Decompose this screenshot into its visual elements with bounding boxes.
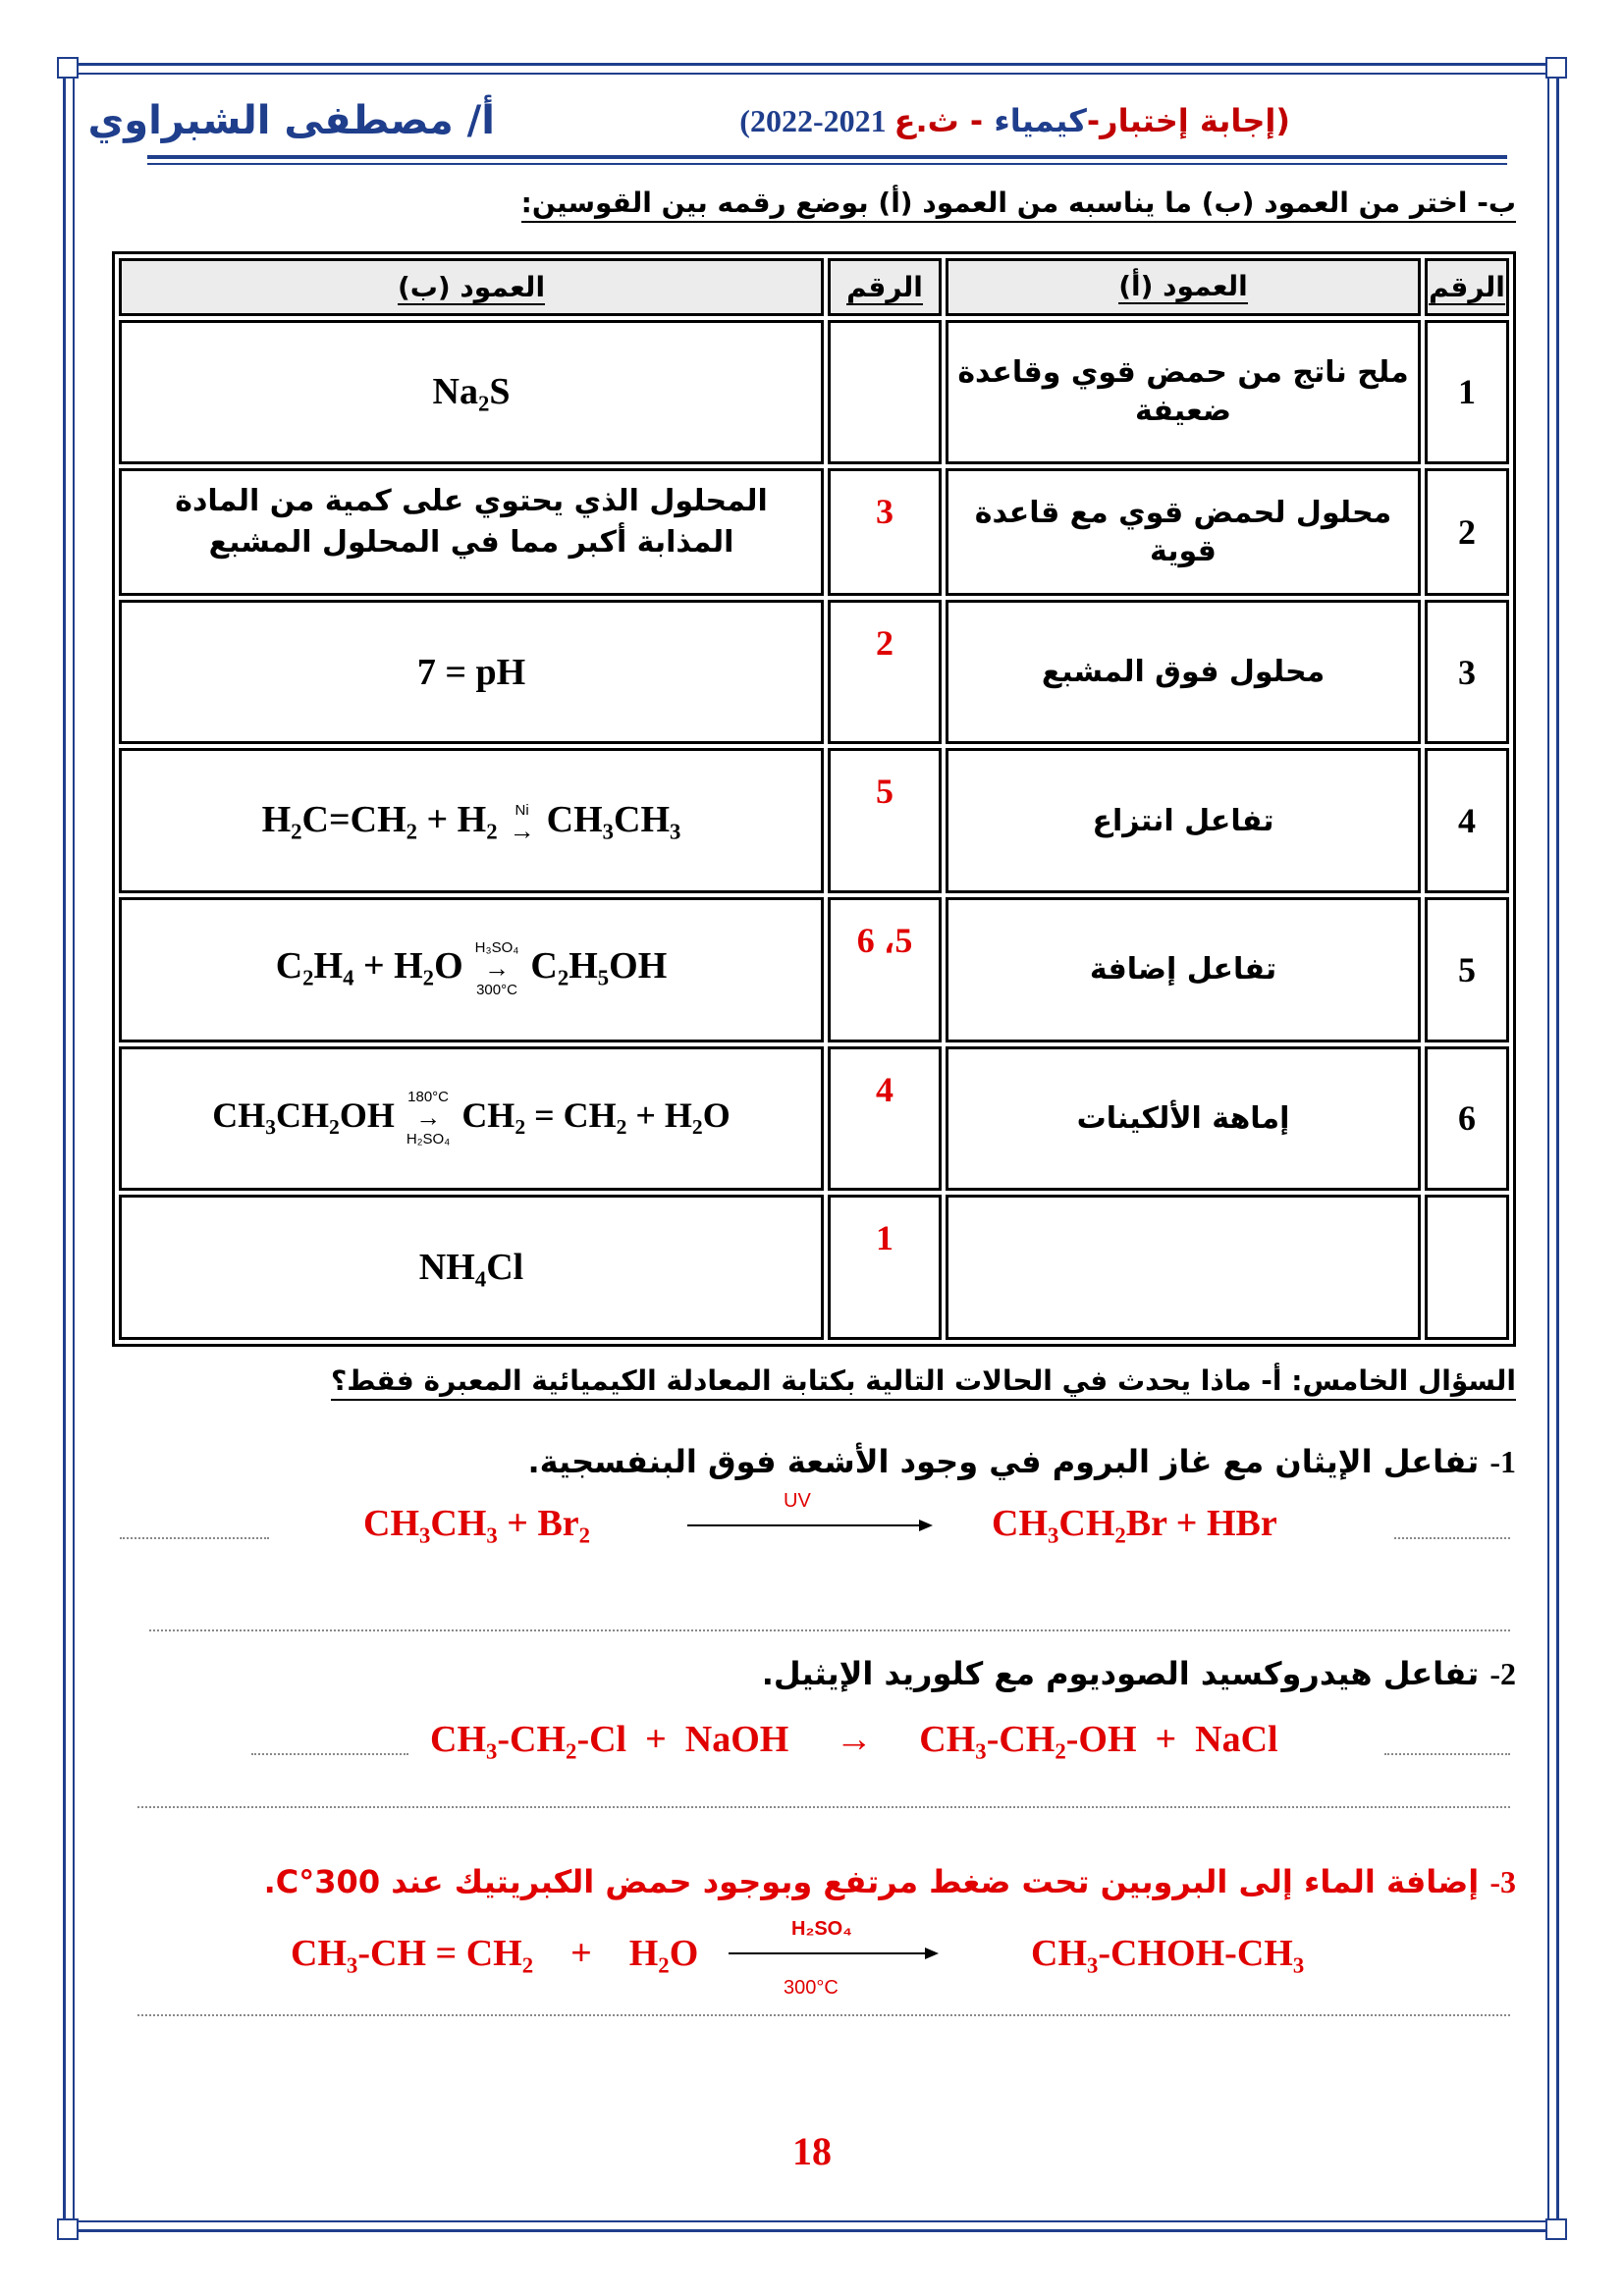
products: C₂H₅OH	[530, 945, 668, 988]
col-a-cell: تفاعل انتزاع	[946, 748, 1421, 893]
arrow-head	[919, 1520, 933, 1531]
col-a-cell: محلول لحمض قوي مع قاعدة قوية	[946, 468, 1421, 595]
temperature-label: 300°C	[476, 982, 517, 999]
question-item-3: 3- إضافة الماء إلى البروبين تحت ضغط مرتفع وبوجود حمض الكبريتيك عند 300°C.	[263, 1863, 1516, 1900]
header-num: الرقم	[1425, 258, 1509, 316]
col-b-cell: NH₄Cl	[119, 1195, 824, 1340]
answer-dots	[1394, 1537, 1510, 1539]
col-b-cell	[119, 897, 824, 1042]
corner-ornament	[57, 57, 79, 79]
arrow-icon: →	[415, 1101, 442, 1132]
header-rule	[147, 155, 1507, 159]
reaction-arrow	[406, 1089, 450, 1148]
catalyst-label: H₂SO₄	[791, 1918, 852, 1940]
page-number: 18	[792, 2129, 832, 2173]
corner-ornament	[1545, 57, 1567, 79]
header-answer: الرقم	[828, 258, 942, 316]
answer-cell: 4	[828, 1046, 942, 1192]
col-a-cell	[946, 1195, 1421, 1340]
arrow-icon: →	[484, 953, 511, 984]
reactants: C₂H₄ + H₂O	[275, 945, 463, 988]
answer-cell	[828, 320, 942, 465]
row-number	[1425, 1195, 1509, 1340]
answer-cell: 3	[828, 468, 942, 595]
catalyst-label: Ni	[514, 801, 529, 819]
equation-1-products: CH₃CH₂Br + HBr	[992, 1503, 1277, 1544]
row-number: 2	[1425, 468, 1509, 595]
answer-dots	[137, 2014, 1510, 2016]
reaction-arrow	[510, 802, 535, 844]
equation-3-reactants: CH₃-CH = CH₂ + H₂O	[291, 1933, 699, 1974]
table-row	[119, 600, 1509, 745]
header-rule	[147, 163, 1507, 165]
table-row	[119, 897, 1509, 1042]
col-a-cell: إماهة الألكينات	[946, 1046, 1421, 1192]
col-a-cell: محلول فوق المشبع	[946, 600, 1421, 745]
row-number: 5	[1425, 897, 1509, 1042]
question-5-heading: السؤال الخامس: أ- ماذا يحدث في الحالات التالية بكتابة المعادلة الكيميائية المعبرة فقط؟	[331, 1364, 1516, 1401]
equation-3-products: CH₃-CHOH-CH₃	[1031, 1933, 1305, 1974]
table-row	[119, 320, 1509, 465]
table-row	[119, 1195, 1509, 1340]
section-b-instruction: ب- اختر من العمود (ب) ما يناسبه من العمود (أ) بوضع رقمه بين القوسين:	[521, 187, 1516, 223]
corner-ornament	[1545, 2218, 1567, 2240]
answer-dots	[251, 1753, 408, 1755]
row-number: 1	[1425, 320, 1509, 465]
arrow-head	[925, 1948, 939, 1959]
answer-dots	[120, 1537, 269, 1539]
reactants: CH₃CH₂OH	[212, 1095, 395, 1135]
col-a-cell: ملح ناتج من حمض قوي وقاعدة ضعيفة	[946, 320, 1421, 465]
equation-1-reactants: CH₃CH₃ + Br₂	[363, 1503, 591, 1544]
col-a-cell: تفاعل إضافة	[946, 897, 1421, 1042]
reaction-arrow-icon	[687, 1516, 933, 1535]
table-row	[119, 1046, 1509, 1192]
answer-cell: 5، 6	[828, 897, 942, 1042]
uv-condition-label: UV	[784, 1490, 811, 1512]
row-number: 4	[1425, 748, 1509, 893]
row-number: 3	[1425, 600, 1509, 745]
header-col-b: العمود (ب)	[119, 258, 824, 316]
answer-cell: 2	[828, 600, 942, 745]
table-header-row	[119, 258, 1509, 316]
row-number: 6	[1425, 1046, 1509, 1192]
reaction-arrow	[475, 939, 519, 999]
col-b-cell: Na₂S	[119, 320, 824, 465]
answer-dots	[1384, 1753, 1510, 1755]
col-b-cell	[119, 1046, 824, 1192]
answer-dots	[137, 1806, 1510, 1808]
arrow-icon: →	[509, 815, 535, 845]
header-col-a: العمود (أ)	[946, 258, 1421, 316]
col-b-cell: المحلول الذي يحتوي على كمية من المادة المذابة أكبر مما في المحلول المشبع	[119, 468, 824, 595]
products: CH₂ = CH₂ + H₂O	[461, 1095, 731, 1135]
answer-cell: 5	[828, 748, 942, 893]
catalyst-label: H₃SO₄	[474, 939, 519, 957]
answer-dots	[149, 1629, 1510, 1631]
answer-cell: 1	[828, 1195, 942, 1340]
col-b-cell	[119, 748, 824, 893]
reaction-arrow-icon	[729, 1944, 939, 1963]
table-row	[119, 748, 1509, 893]
reactants: H₂C=CH₂ + H₂	[261, 798, 498, 840]
question-item-1: 1- تفاعل الإيثان مع غاز البروم في وجود الأشعة فوق البنفسجية.	[527, 1443, 1516, 1480]
author-name: أ/ مصطفى الشبراوي	[87, 98, 495, 143]
matching-table	[112, 251, 1516, 1347]
question-item-2: 2- تفاعل هيدروكسيد الصوديوم مع كلوريد الإيثيل.	[761, 1655, 1516, 1692]
table-row	[119, 468, 1509, 595]
catalyst-label: H₂SO₄	[406, 1130, 451, 1148]
temperature-label: 300°C	[784, 1977, 839, 1999]
products: CH₃CH₃	[546, 798, 681, 840]
col-b-cell: 7 = pH	[119, 600, 824, 745]
exam-title: (إجابة إختبار-كيمياء - ث.ع 2021-2022)	[739, 102, 1290, 139]
corner-ornament	[57, 2218, 79, 2240]
equation-2: CH₃-CH₂-Cl + NaOH → CH₃-CH₂-OH + NaCl	[430, 1719, 1278, 1760]
temperature-label: 180°C	[407, 1088, 450, 1105]
